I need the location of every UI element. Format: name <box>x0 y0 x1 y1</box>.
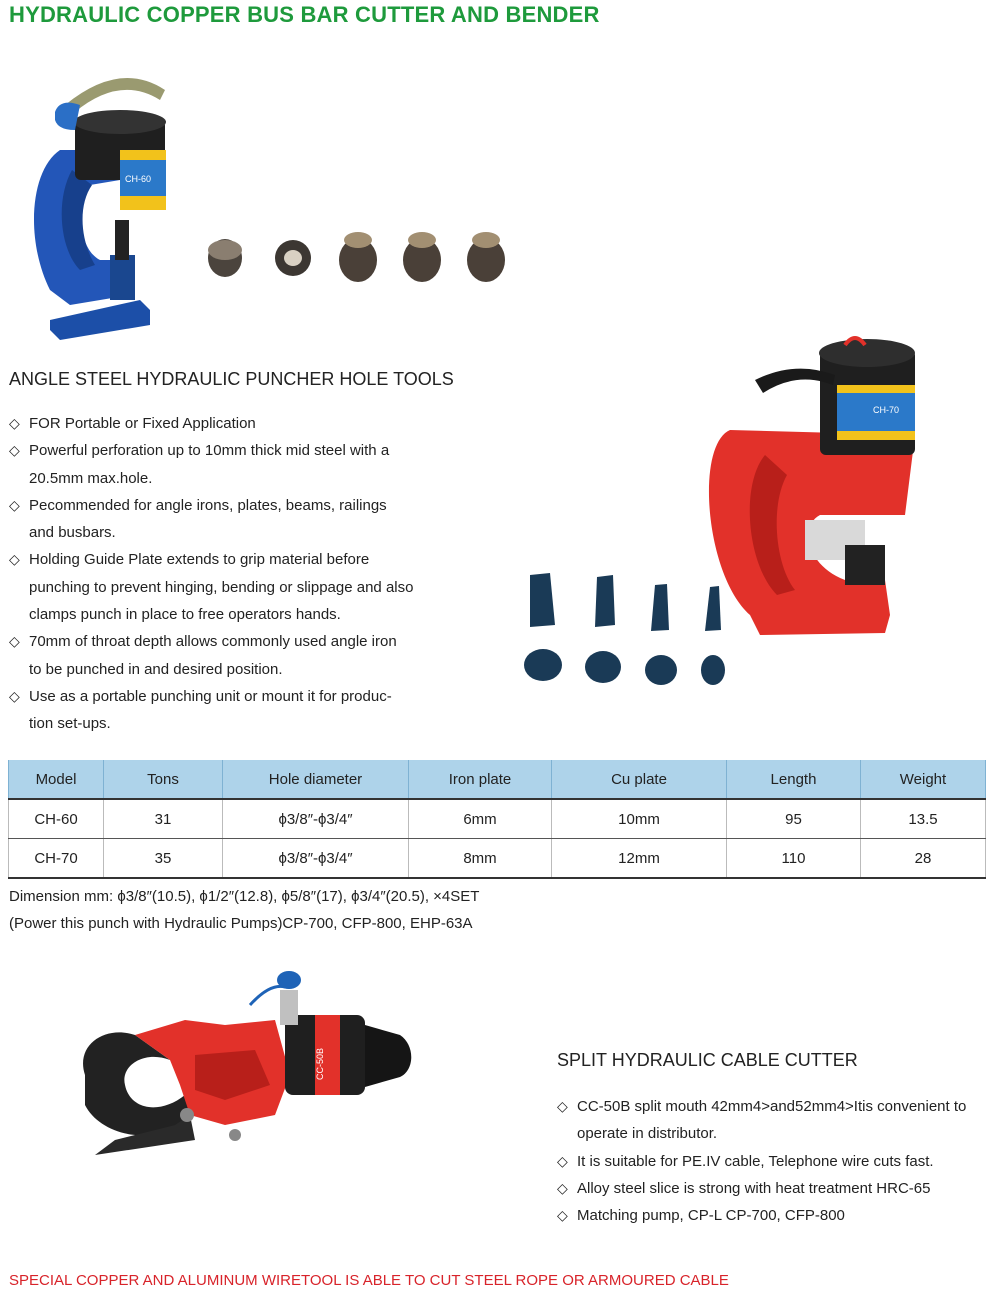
table-cell: ϕ3/8″-ϕ3/4″ <box>223 799 409 839</box>
footer-note: SPECIAL COPPER AND ALUMINUM WIRETOOL IS ABLE TO CUT STEEL ROPE OR ARMOURED CABLE <box>9 1272 729 1289</box>
section1-feature-list <box>9 410 449 738</box>
feature-item: ◇ Use as a portable punching unit or mount it for produc- tion set-ups. <box>9 683 449 738</box>
table-row <box>9 839 986 879</box>
spec-table <box>8 760 986 879</box>
feature-item: ◇ It is suitable for PE.IV cable, Telephone wire cuts fast. <box>557 1148 997 1175</box>
feature-item: ◇ FOR Portable or Fixed Application <box>9 410 449 437</box>
table-cell: 13.5 <box>861 799 986 839</box>
cable-cutter-image <box>75 965 420 1165</box>
table-cell: 28 <box>861 839 986 879</box>
ch60-die-set <box>208 232 505 282</box>
cable-cutter-body <box>83 971 411 1155</box>
spec-table-header-row <box>9 760 986 799</box>
col-header-length: Length <box>727 760 861 799</box>
col-header-tons: Tons <box>104 760 223 799</box>
feature-item: ◇ 70mm of throat depth allows commonly used angle iron to be punched in and desired position. <box>9 628 449 683</box>
table-cell: 95 <box>727 799 861 839</box>
pump-note: (Power this punch with Hydraulic Pumps)CP-700, CFP-800, EHP-63A <box>9 915 473 932</box>
cable-cutter-model-label: CC-50B <box>315 1047 325 1080</box>
table-row <box>9 799 986 839</box>
table-cell: ϕ3/8″-ϕ3/4″ <box>223 839 409 879</box>
feature-item: ◇ Matching pump, CP-L CP-700, CFP-800 <box>557 1202 997 1229</box>
table-cell: 8mm <box>409 839 552 879</box>
dimension-note: Dimension mm: ϕ3/8″(10.5), ϕ1/2″(12.8), ϕ5/8″(17), ϕ3/4″(20.5), ×4SET <box>9 888 480 905</box>
ch70-puncher-body <box>709 338 915 635</box>
ch70-punch-set <box>524 573 725 685</box>
ch60-puncher-body <box>34 78 166 340</box>
page-title: HYDRAULIC COPPER BUS BAR CUTTER AND BENDER <box>9 2 600 27</box>
table-cell: 12mm <box>552 839 727 879</box>
ch60-puncher-image <box>20 60 520 340</box>
col-header-hole-diameter: Hole diameter <box>223 760 409 799</box>
section1-heading: ANGLE STEEL HYDRAULIC PUNCHER HOLE TOOLS <box>9 369 454 389</box>
table-cell: 110 <box>727 839 861 879</box>
section2-heading: SPLIT HYDRAULIC CABLE CUTTER <box>557 1050 858 1070</box>
feature-item: ◇ Alloy steel slice is strong with heat treatment HRC-65 <box>557 1175 997 1202</box>
feature-item: ◇ Pecommended for angle irons, plates, beams, railings and busbars. <box>9 492 449 547</box>
ch60-model-label: CH-60 <box>125 174 152 184</box>
feature-item: ◇ Powerful perforation up to 10mm thick mid steel with a 20.5mm max.hole. <box>9 437 449 492</box>
feature-item: ◇ Holding Guide Plate extends to grip material before punching to prevent hinging, bending or slippage and also clamps punch in place to free operators hands. <box>9 546 449 628</box>
table-cell: 6mm <box>409 799 552 839</box>
ch70-model-label: CH-70 <box>873 405 900 415</box>
table-cell: CH-70 <box>9 839 104 879</box>
col-header-weight: Weight <box>861 760 986 799</box>
feature-item: ◇ CC-50B split mouth 42mm4>and52mm4>Itis convenient to operate in distributor. <box>557 1093 997 1148</box>
col-header-cu-plate: Cu plate <box>552 760 727 799</box>
table-cell: CH-60 <box>9 799 104 839</box>
col-header-iron-plate: Iron plate <box>409 760 552 799</box>
table-cell: 31 <box>104 799 223 839</box>
ch70-puncher-image <box>515 335 935 695</box>
col-header-model: Model <box>9 760 104 799</box>
section2-feature-list <box>557 1093 997 1229</box>
table-cell: 35 <box>104 839 223 879</box>
table-cell: 10mm <box>552 799 727 839</box>
